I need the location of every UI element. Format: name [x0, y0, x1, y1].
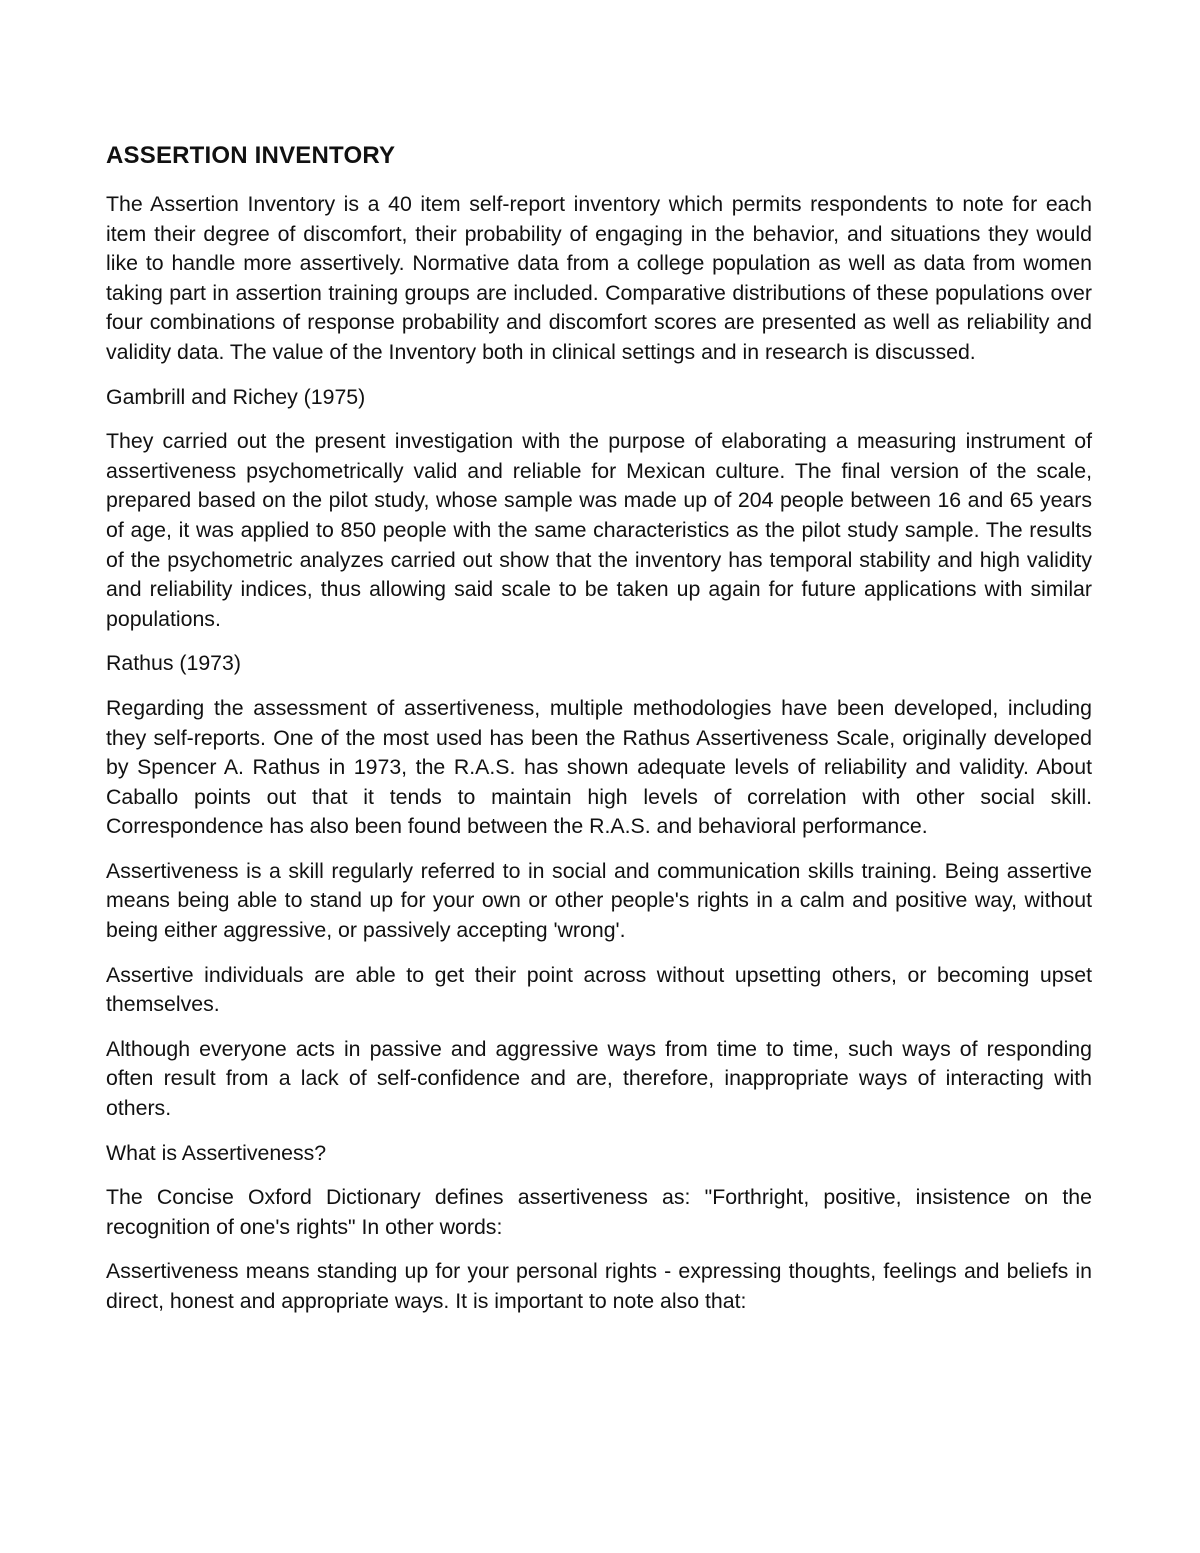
paragraph-assertion-inventory-description: The Assertion Inventory is a 40 item self-report inventory which permits respondents to note for each item their degree of discomfort, their probability of engaging in the behavior, and situations they would like to handle more assertively. Normative data from a college population as well as data from women taking part in assertion training groups are included. Comparative distributions of these populations over four combinations of response probability and discomfort scores are presented as well as reliability and validity data. The value of the Inventory both in clinical settings and in research is discussed. — [106, 192, 1092, 364]
paragraph-mexican-culture-study: They carried out the present investigation with the purpose of elaborating a measuring instrument of assertiveness psychometrically valid and reliable for Mexican culture. The final version of the scale, prepared based on the pilot study, whose sample was made up of 204 people between 16 and 65 years of age, it was applied to 850 people with the same characteristics as the pilot study sample. The results of the psychometric analyzes carried out show that the inventory has temporal stability and high validity and reliability indices, thus allowing said scale to be taken up again for future applications with similar populations. — [106, 429, 1092, 631]
document-page — [106, 140, 1092, 1332]
paragraph-passive-aggressive: Although everyone acts in passive and aggressive ways from time to time, such ways of responding often result from a lack of self-confidence and are, therefore, inappropriate ways of interacting with others. — [106, 1036, 1092, 1121]
paragraph-oxford-definition: The Concise Oxford Dictionary defines assertiveness as: "Forthright, positive, insistence on the recognition of one's rights" In other words: — [106, 1185, 1092, 1239]
paragraph-rathus-scale: Regarding the assessment of assertiveness, multiple methodologies have been developed, including they self-reports. One of the most used has been the Rathus Assertiveness Scale, originally developed by Spencer A. Rathus in 1973, the R.A.S. has shown adequate levels of reliability and validity. About Caballo points out that it tends to maintain high levels of correlation with other social skill. Correspondence has also been found between the R.A.S. and behavioral performance. — [106, 695, 1092, 839]
citation-gambrill-richey: Gambrill and Richey (1975) — [106, 384, 366, 409]
paragraph-assertiveness-skill: Assertiveness is a skill regularly referred to in social and communication skills training. Being assertive means being able to stand up for your own or other people's rights in a calm and positive way, without being either aggressive, or passively accepting 'wrong'. — [106, 858, 1092, 943]
citation-rathus: Rathus (1973) — [106, 651, 241, 676]
paragraph-assertive-individuals: Assertive individuals are able to get their point across without upsetting others, or becoming upset themselves. — [106, 962, 1092, 1017]
heading-what-is-assertiveness: What is Assertiveness? — [106, 1140, 327, 1165]
paragraph-personal-rights: Assertiveness means standing up for your personal rights - expressing thoughts, feelings and beliefs in direct, honest and appropriate ways. It is important to note also that: — [106, 1259, 1092, 1313]
document-title: ASSERTION INVENTORY — [106, 142, 396, 169]
